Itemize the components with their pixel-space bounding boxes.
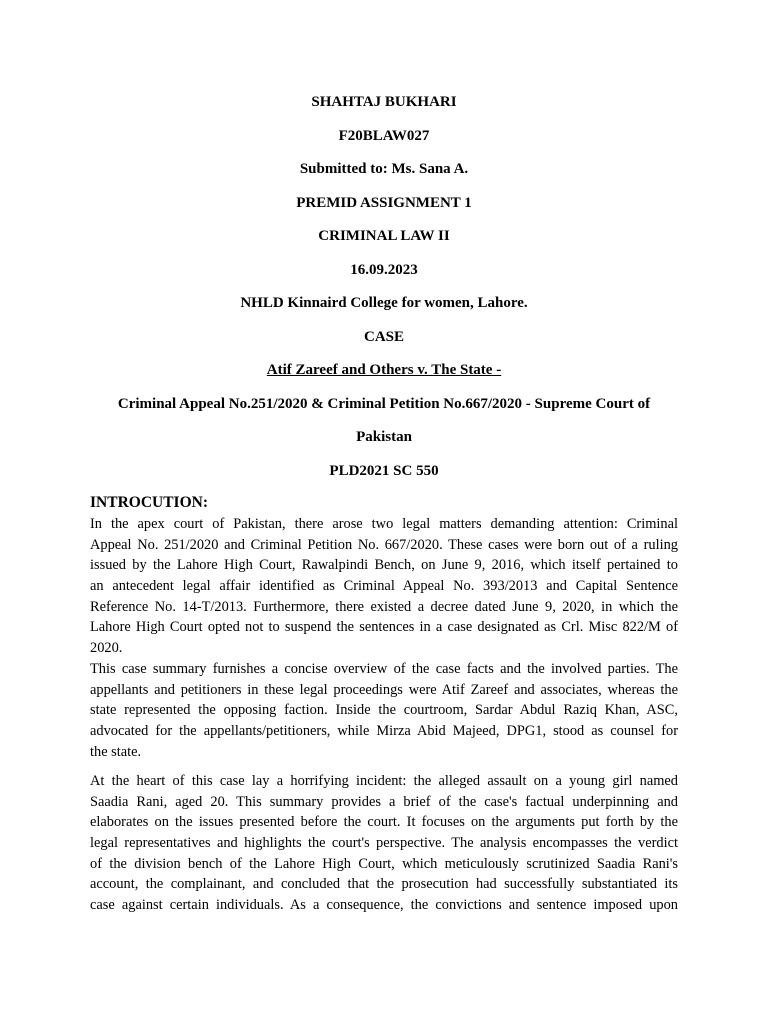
intro-paragraph-1 xyxy=(90,514,678,659)
paragraph-line: Appeal No. 251/2020 and Criminal Petition No. 667/2020. These cases were born out of a ruling xyxy=(90,536,678,553)
citation: PLD2021 SC 550 xyxy=(329,463,439,479)
intro-paragraph-2 xyxy=(90,659,678,762)
paragraph-line: elaborates on the issues presented before the court. It focuses on the arguments put forth by the xyxy=(90,814,678,831)
paragraph-line: Lahore High Court opted not to suspend the sentences in a case designated as Crl. Misc 822/M of xyxy=(90,619,678,636)
paragraph-line: issued by the Lahore High Court, Rawalpindi Bench, on June 9, 2016, which itself pertained to xyxy=(90,557,678,574)
appeal-line-2: Pakistan xyxy=(356,429,412,445)
intro-paragraph-3 xyxy=(90,771,678,916)
paragraph-line: advocated for the appellants/petitioners, while Mirza Abid Majeed, DPG1, stood as counsel for xyxy=(90,723,678,740)
paragraph-line: 2020. xyxy=(90,640,123,657)
paragraph-line: At the heart of this case lay a horrifying incident: the alleged assault on a young girl named xyxy=(90,773,678,789)
paragraph-line: of the division bench of the Lahore High Court, which meticulously scrutinized Saadia Rani's xyxy=(90,855,678,872)
paragraph-line: legal representatives and highlights the court's perspective. The analysis encompasses the verdict xyxy=(90,835,678,852)
submission-date: 16.09.2023 xyxy=(350,262,418,278)
institution-name: NHLD Kinnaird College for women, Lahore. xyxy=(240,295,528,311)
paragraph-line: This case summary furnishes a concise overview of the case facts and the involved parties. The xyxy=(90,661,678,677)
paragraph-line: case against certain individuals. As a consequence, the convictions and sentence imposed upon xyxy=(90,897,678,914)
paragraph-line: account, the complainant, and concluded that the prosecution had successfully substantiated its xyxy=(90,876,678,893)
course-name: CRIMINAL LAW II xyxy=(318,228,450,244)
paragraph-line: Reference No. 14-T/2013. Furthermore, there existed a decree dated June 9, 2020, in which the xyxy=(90,598,678,615)
paragraph-line: appellants and petitioners in these legal proceedings were Atif Zareef and associates, whereas the xyxy=(90,681,678,698)
paragraph-line: the state. xyxy=(90,743,142,760)
assignment-title: PREMID ASSIGNMENT 1 xyxy=(296,195,472,211)
intro-heading: INTROCUTION: xyxy=(90,494,208,511)
author-name: SHAHTAJ BUKHARI xyxy=(311,94,457,110)
case-title xyxy=(0,360,768,380)
paragraph-line: Saadia Rani, aged 20. This summary provides a brief of the case's factual underpinning and xyxy=(90,793,678,810)
case-label: CASE xyxy=(363,329,404,345)
paragraph-line: state represented the opposing faction. Inside the courtroom, Sardar Abdul Raziq Khan, ASC, xyxy=(90,702,678,719)
submitted-to: Submitted to: Ms. Sana A. xyxy=(299,161,469,177)
case-title-text: Atif Zareef and Others v. The State - xyxy=(266,362,502,378)
appeal-line-1: Criminal Appeal No.251/2020 & Criminal Petition No.667/2020 - Supreme Court of xyxy=(117,396,651,412)
student-id: F20BLAW027 xyxy=(338,128,430,144)
paragraph-line: In the apex court of Pakistan, there arose two legal matters demanding attention: Criminal xyxy=(90,516,678,532)
paragraph-line: an antecedent legal affair identified as Criminal Appeal No. 393/2013 and Capital Sentence xyxy=(90,578,678,595)
